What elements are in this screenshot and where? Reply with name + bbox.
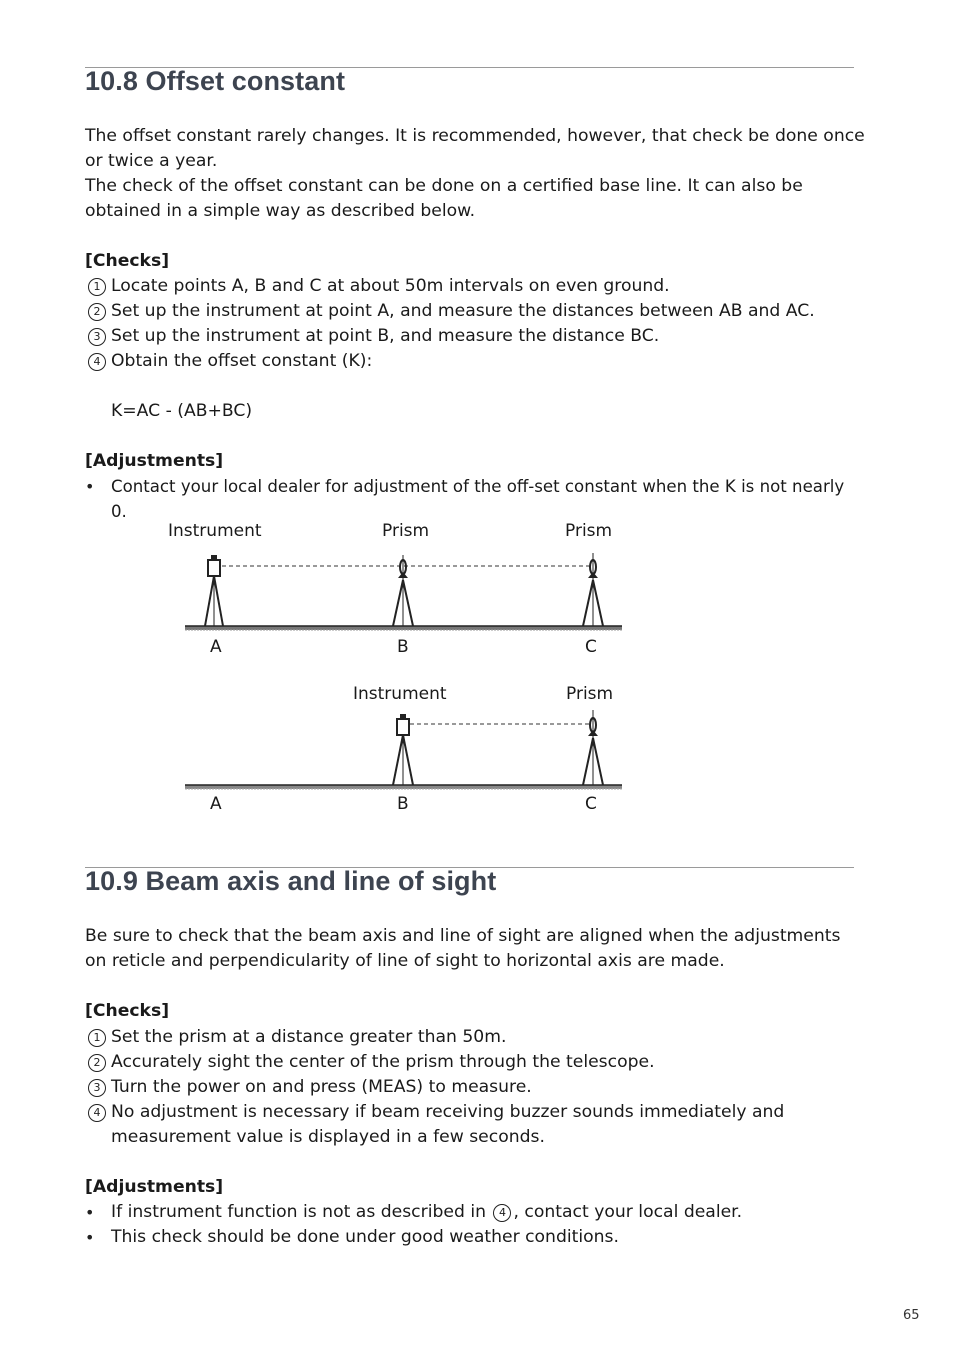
bullet-icon: •: [85, 477, 95, 496]
step-number-1: 1: [88, 1029, 106, 1047]
checks-heading: [Checks]: [85, 1001, 170, 1021]
check-step: Locate points A, B and C at about 50m intervals on even ground.: [111, 276, 670, 296]
adjustment-item: This check should be done under good weather conditions.: [111, 1227, 619, 1247]
check-step: Obtain the offset constant (K):: [111, 351, 373, 371]
check-step: Set the prism at a distance greater than 50m.: [111, 1027, 507, 1047]
paragraph-line: or twice a year.: [85, 151, 218, 171]
total-station-icon: [393, 714, 413, 785]
check-step: No adjustment is necessary if beam receiving buzzer sounds immediately and: [111, 1102, 785, 1122]
label-prism: Prism: [566, 684, 614, 704]
point-label-c: C: [585, 794, 597, 814]
point-label-a: A: [210, 794, 222, 814]
prism-icon: [583, 710, 603, 785]
label-prism: Prism: [565, 521, 613, 541]
total-station-icon: [205, 555, 223, 626]
paragraph-line: obtained in a simple way as described below.: [85, 201, 476, 221]
step-number-4: 4: [88, 1104, 106, 1122]
adjustments-heading: [Adjustments]: [85, 451, 224, 471]
offset-formula: K=AC - (AB+BC): [111, 401, 253, 421]
label-instrument: Instrument: [353, 684, 447, 704]
point-label-b: B: [397, 637, 409, 657]
step-number-3: 3: [88, 1079, 106, 1097]
check-step: Turn the power on and press (MEAS) to measure.: [111, 1077, 532, 1097]
step-number-2: 2: [88, 303, 106, 321]
step-number-4: 4: [88, 353, 106, 371]
point-label-c: C: [585, 637, 597, 657]
step-number-2: 2: [88, 1054, 106, 1072]
adjustment-text: If instrument function is not as described in: [111, 1202, 487, 1222]
check-step: Accurately sight the center of the prism through the telescope.: [111, 1052, 655, 1072]
label-instrument: Instrument: [168, 521, 262, 541]
paragraph-line: Be sure to check that the beam axis and line of sight are aligned when the adjustments: [85, 926, 841, 946]
check-step-continuation: measurement value is displayed in a few seconds.: [111, 1127, 545, 1147]
paragraph-line: The check of the offset constant can be done on a certified base line. It can also be: [85, 176, 803, 196]
bullet-icon: •: [85, 1228, 95, 1247]
page-number: 65: [903, 1308, 920, 1323]
label-prism: Prism: [382, 521, 430, 541]
point-label-a: A: [210, 637, 222, 657]
step-reference-4: 4: [493, 1204, 511, 1222]
adjustment-text: , contact your local dealer.: [513, 1202, 743, 1222]
check-step: Set up the instrument at point B, and measure the distance BC.: [111, 326, 660, 346]
section-title-offset-constant: 10.8 Offset constant: [85, 66, 346, 96]
bullet-icon: •: [85, 1203, 95, 1222]
paragraph-line: on reticle and perpendicularity of line of sight to horizontal axis are made.: [85, 951, 725, 971]
prism-icon: [393, 555, 413, 626]
check-step: Set up the instrument at point A, and measure the distances between AB and AC.: [111, 301, 815, 321]
step-number-1: 1: [88, 278, 106, 296]
prism-icon: [583, 553, 603, 626]
section-title-beam-axis: 10.9 Beam axis and line of sight: [85, 866, 497, 896]
diagram-offset-abc: [0, 510, 954, 660]
checks-heading: [Checks]: [85, 251, 170, 271]
adjustment-item: [111, 1200, 851, 1225]
diagram-offset-bc: [0, 672, 954, 822]
point-label-b: B: [397, 794, 409, 814]
paragraph-line: The offset constant rarely changes. It is recommended, however, that check be done once: [85, 126, 865, 146]
adjustment-item: Contact your local dealer for adjustment of the off-set constant when the K is not nearly 0.: [111, 477, 845, 521]
step-number-3: 3: [88, 328, 106, 346]
adjustments-heading: [Adjustments]: [85, 1177, 224, 1197]
